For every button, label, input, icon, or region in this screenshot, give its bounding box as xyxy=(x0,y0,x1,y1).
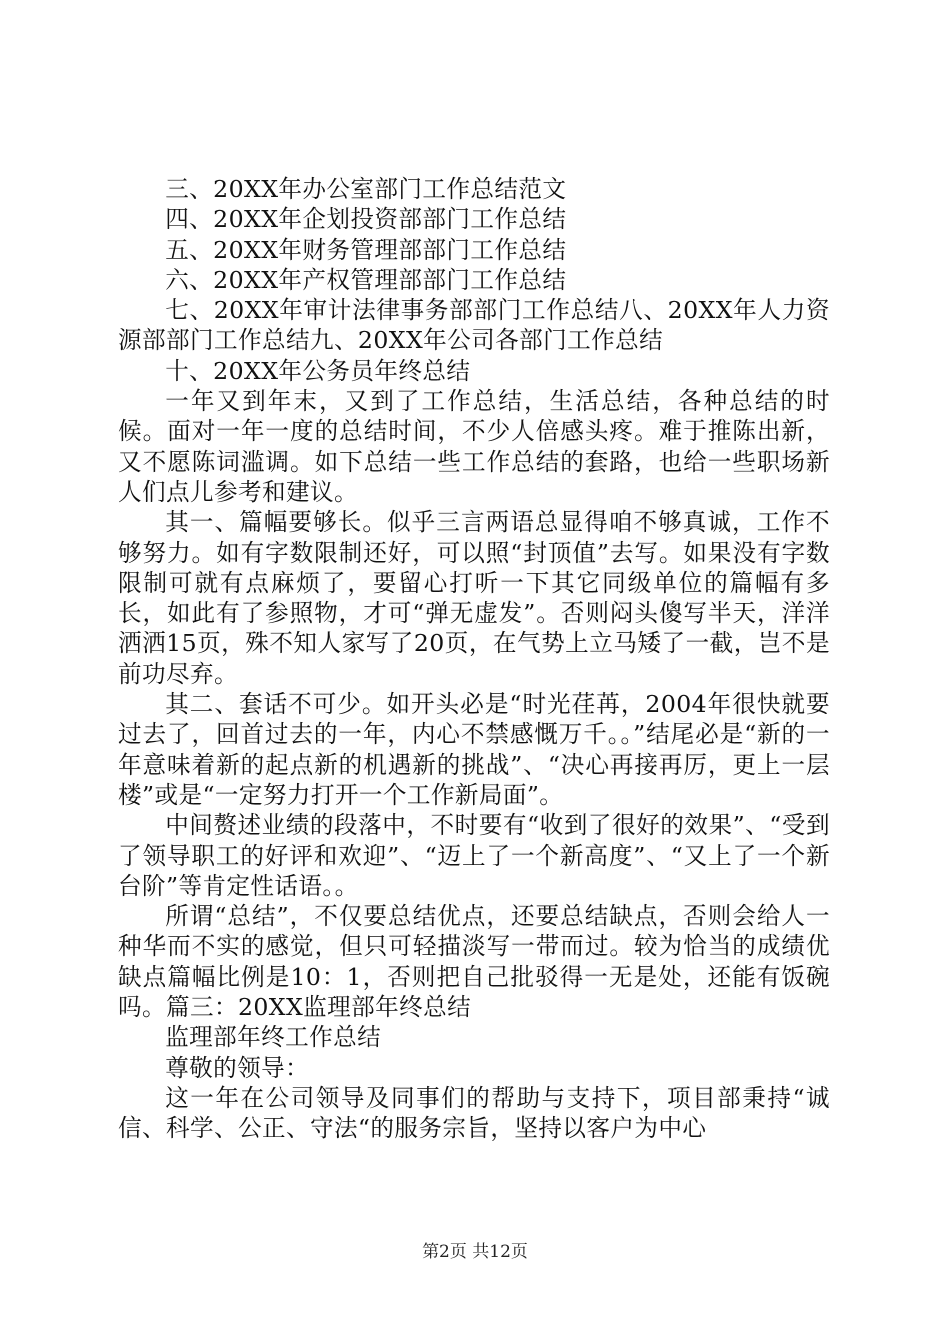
body-paragraph: 所谓“总结”，不仅要总结优点，还要总结缺点，否则会给人一种华而不实的感觉，但只可轻描淡写一带而过。较为恰当的成绩优缺点篇幅比例是10：1，否则把自己批驳得一无是处，还能有饭碗吗。篇三：20XX监理部年终总结 xyxy=(118,902,830,1022)
list-item: 六、20XX年产权管理部部门工作总结 xyxy=(165,265,567,294)
body-paragraph: 其二、套话不可少。如开头必是“时光荏苒，2004年很快就要过去了，回首过去的一年，内心不禁感慨万千。。”结尾必是“新的一年意味着新的起点新的机遇新的挑战”、“决心再接再厉，更上一层楼”或是“一定努力打开一个工作新局面”。 xyxy=(118,690,830,809)
list-item: 十、20XX年公务员年终总结 xyxy=(165,356,471,385)
document-body xyxy=(118,174,830,1144)
body-paragraph: 这一年在公司领导及同事们的帮助与支持下，项目部秉持“诚信、科学、公正、守法“的服务宗旨，坚持以客户为中心 xyxy=(118,1083,830,1143)
page-footer xyxy=(0,1241,950,1263)
salutation: 尊敬的领导： xyxy=(165,1053,310,1082)
section-heading: 监理部年终工作总结 xyxy=(165,1023,382,1052)
body-paragraph: 中间赘述业绩的段落中，不时要有“收到了很好的效果”、“受到了领导职工的好评和欢迎”、“迈上了一个新高度”、“又上了一个新台阶”等肯定性话语。。 xyxy=(118,811,830,900)
list-item: 五、20XX年财务管理部部门工作总结 xyxy=(165,235,567,264)
body-paragraph: 其一、篇幅要够长。似乎三言两语总显得咱不够真诚，工作不够努力。如有字数限制还好，可以照“封顶值”去写。如果没有字数限制可就有点麻烦了，要留心打听一下其它同级单位的篇幅有多长，如此有了参照物，才可“弹无虚发”。否则闷头傻写半天，洋洋洒洒15页，殊不知人家写了20页，在气势上立马矮了一截，岂不是前功尽弃。 xyxy=(118,508,830,688)
list-item: 七、20XX年审计法律事务部部门工作总结八、20XX年人力资源部部门工作总结九、20XX年公司各部门工作总结 xyxy=(118,296,830,355)
page-number: 第2页 共12页 xyxy=(422,1242,528,1262)
list-item: 三、20XX年办公室部门工作总结范文 xyxy=(165,175,567,203)
list-item: 四、20XX年企划投资部部门工作总结 xyxy=(165,205,567,234)
body-paragraph: 一年又到年末，又到了工作总结，生活总结，各种总结的时候。面对一年一度的总结时间，不少人倍感头疼。难于推陈出新，又不愿陈词滥调。如下总结一些工作总结的套路，也给一些职场新人们点儿参考和建议。 xyxy=(118,387,830,506)
